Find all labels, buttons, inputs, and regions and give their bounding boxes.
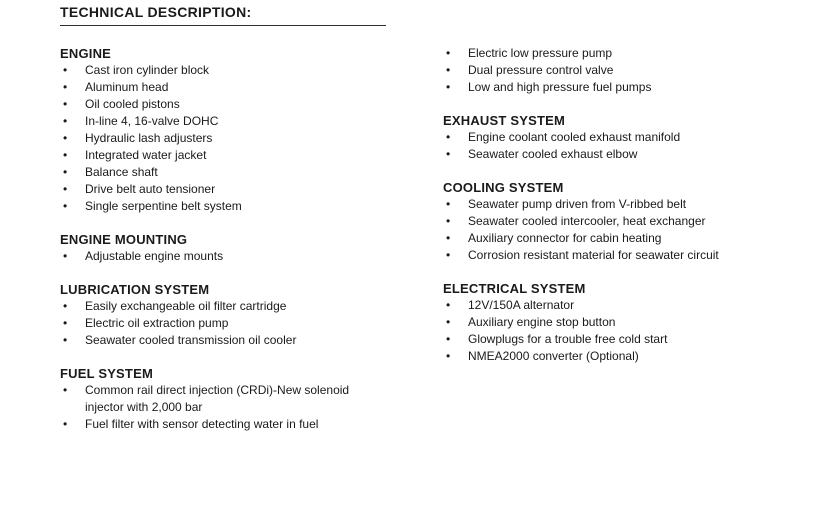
section-heading: EXHAUST SYSTEM [443,113,565,128]
list-item-text: Low and high pressure fuel pumps [468,80,652,94]
list-item [443,297,823,314]
bullet-icon: • [446,349,451,363]
list-item [60,382,375,416]
bullet-icon: • [63,131,68,145]
bullet-icon: • [446,46,451,60]
bullet-list [443,196,823,264]
list-item-text: Balance shaft [85,165,158,179]
list-item [443,45,823,62]
list-item-text: Glowplugs for a trouble free cold start [468,332,668,346]
list-item-text: Electric low pressure pump [468,46,613,60]
list-item-text: Engine coolant cooled exhaust manifold [468,130,681,144]
bullet-icon: • [446,332,451,346]
bullet-icon: • [446,63,451,77]
spec-section [443,45,823,96]
spec-section [60,281,375,349]
list-item [60,96,375,113]
list-item-text: Dual pressure control valve [468,63,614,77]
bullet-icon: • [63,97,68,111]
list-item [60,332,375,349]
list-item-text: Auxiliary connector for cabin heating [468,231,662,245]
list-item [443,129,823,146]
list-item [443,247,823,264]
list-item-text: NMEA2000 converter (Optional) [468,349,639,363]
list-item-text: Electric oil extraction pump [85,316,229,330]
column-right [443,45,823,381]
bullet-icon: • [446,248,451,262]
list-item-text: Oil cooled pistons [85,97,180,111]
list-item-text: Drive belt auto tensioner [85,182,216,196]
spec-section [60,45,375,215]
list-item [60,248,375,265]
list-item [60,62,375,79]
list-item [60,416,375,433]
column-left [60,45,375,449]
bullet-icon: • [446,80,451,94]
list-item [60,113,375,130]
spec-section [60,365,375,433]
list-item-text: 12V/150A alternator [468,298,575,312]
bullet-icon: • [63,63,68,77]
bullet-icon: • [63,417,68,431]
bullet-list [443,45,823,96]
list-item [443,213,823,230]
list-item-text: Cast iron cylinder block [85,63,210,77]
bullet-icon: • [63,165,68,179]
list-item [443,146,823,163]
bullet-icon: • [63,148,68,162]
bullet-icon: • [446,315,451,329]
list-item [443,230,823,247]
bullet-list [60,248,375,265]
bullet-icon: • [446,214,451,228]
spec-section [443,112,823,163]
page-title: TECHNICAL DESCRIPTION: [60,4,386,26]
bullet-list [443,297,823,365]
list-item-text: Single serpentine belt system [85,199,242,213]
bullet-icon: • [63,249,68,263]
list-item-text: Fuel filter with sensor detecting water in fuel [85,417,319,431]
list-item-text: Seawater cooled intercooler, heat exchanger [468,214,706,228]
section-heading: ELECTRICAL SYSTEM [443,281,586,296]
list-item [443,331,823,348]
list-item-text: Integrated water jacket [85,148,207,162]
list-item [443,348,823,365]
bullet-icon: • [63,199,68,213]
list-item [443,314,823,331]
bullet-icon: • [63,316,68,330]
list-item-text: Seawater pump driven from V-ribbed belt [468,197,687,211]
list-item [60,315,375,332]
list-item [60,198,375,215]
section-heading: COOLING SYSTEM [443,180,564,195]
bullet-icon: • [63,182,68,196]
list-item-text: Seawater cooled exhaust elbow [468,147,638,161]
list-item-text: In-line 4, 16-valve DOHC [85,114,219,128]
section-heading: ENGINE [60,46,112,61]
bullet-list [60,298,375,349]
list-item [60,79,375,96]
bullet-list [443,129,823,163]
section-heading: ENGINE MOUNTING [60,232,188,247]
list-item [443,62,823,79]
list-item [60,181,375,198]
section-heading: LUBRICATION SYSTEM [60,282,210,297]
bullet-icon: • [63,114,68,128]
list-item [60,147,375,164]
bullet-icon: • [446,147,451,161]
list-item-text: Auxiliary engine stop button [468,315,616,329]
list-item [60,164,375,181]
bullet-icon: • [63,383,68,397]
spec-section [443,179,823,264]
list-item-text: Aluminum head [85,80,169,94]
list-item [443,196,823,213]
list-item [60,130,375,147]
list-item-text: Easily exchangeable oil filter cartridge [85,299,287,313]
bullet-list [60,62,375,215]
list-item-text: Adjustable engine mounts [85,249,224,263]
spec-section [60,231,375,265]
bullet-icon: • [446,298,451,312]
section-heading: FUEL SYSTEM [60,366,153,381]
list-item [60,298,375,315]
bullet-icon: • [63,80,68,94]
bullet-list [60,382,375,433]
spec-section [443,280,823,365]
list-item [443,79,823,96]
bullet-icon: • [446,231,451,245]
list-item-text: Corrosion resistant material for seawater circuit [468,248,719,262]
bullet-icon: • [446,197,451,211]
bullet-icon: • [63,299,68,313]
list-item-text: Hydraulic lash adjusters [85,131,213,145]
list-item-text: Seawater cooled transmission oil cooler [85,333,297,347]
bullet-icon: • [63,333,68,347]
bullet-icon: • [446,130,451,144]
list-item-text: Common rail direct injection (CRDi)-New solenoid injector with 2,000 bar [85,383,350,414]
